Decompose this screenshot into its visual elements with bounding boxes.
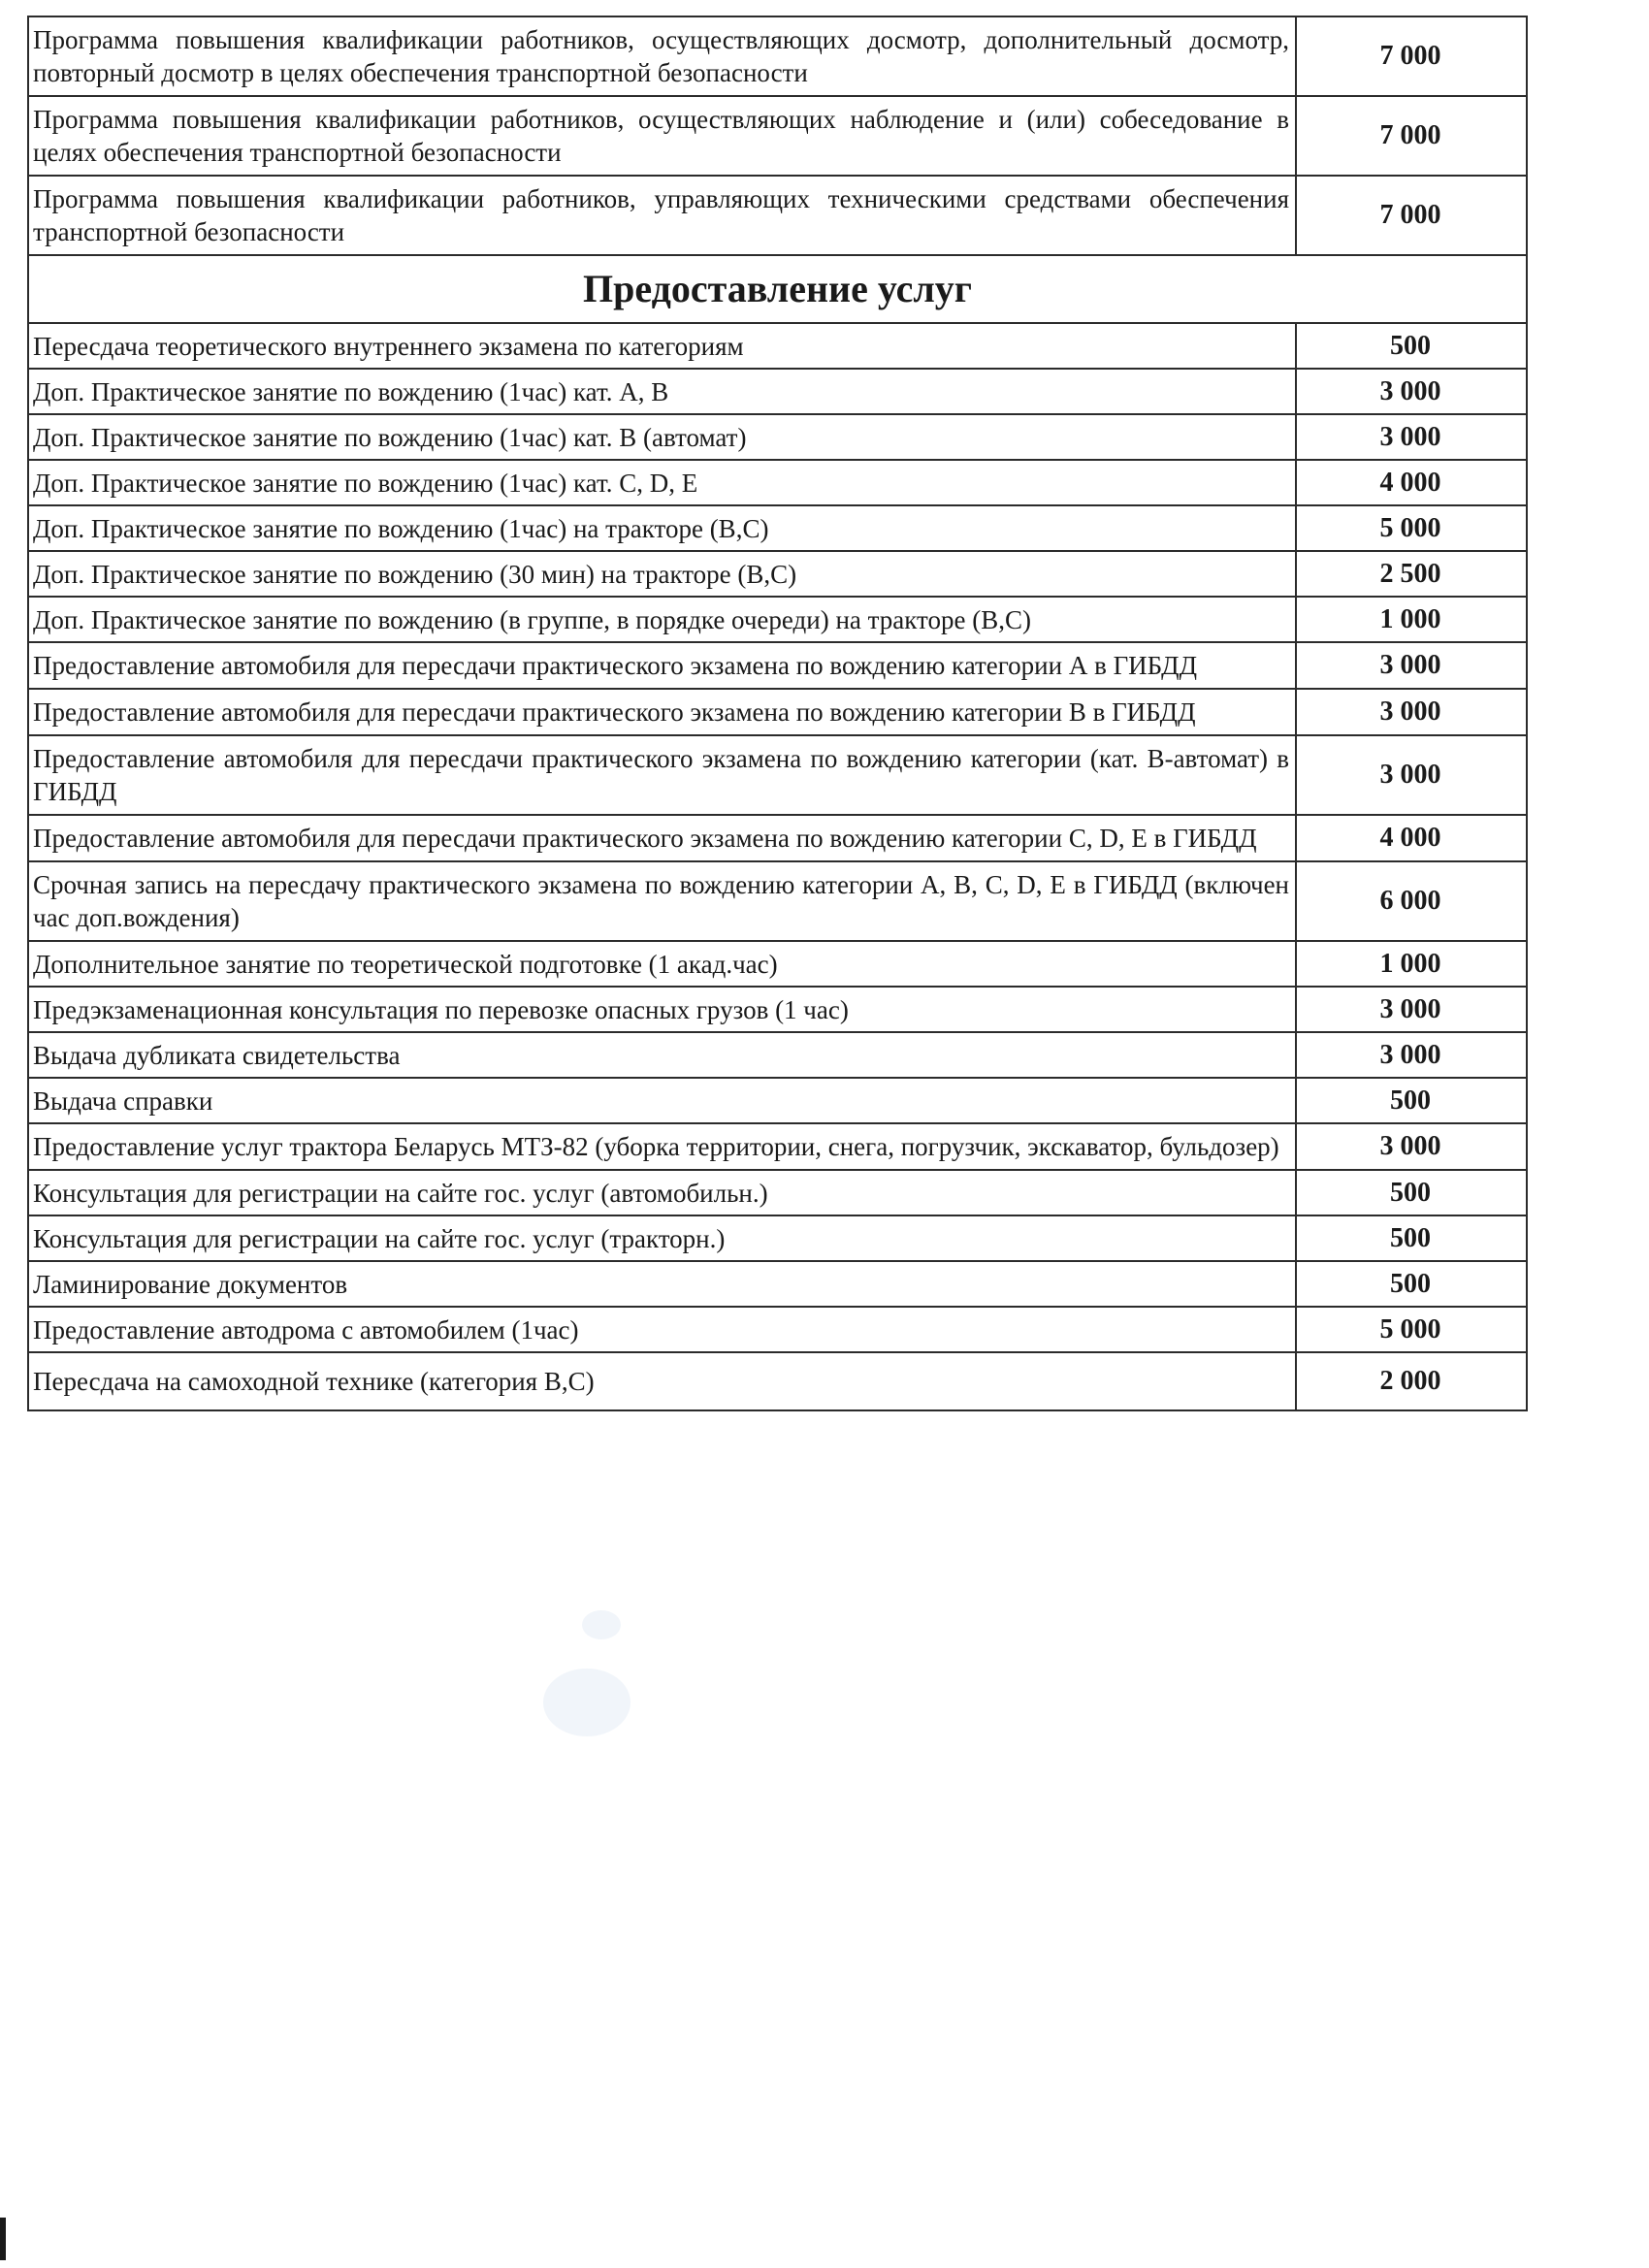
row-price: 5 000	[1296, 505, 1527, 551]
row-price: 1 000	[1296, 597, 1527, 642]
table-row	[28, 1215, 1527, 1261]
row-price: 500	[1296, 1170, 1527, 1215]
row-description: Предоставление автомобиля для пересдачи практического экзамена по вождению категории А в ГИБДД	[28, 642, 1296, 689]
row-description: Предоставление автомобиля для пересдачи практического экзамена по вождению категории С, D, Е в ГИБДД	[28, 815, 1296, 861]
table-row	[28, 861, 1527, 941]
section-title: Предоставление услуг	[28, 255, 1527, 323]
row-price: 2 500	[1296, 551, 1527, 597]
scan-edge-mark	[0, 2218, 6, 2260]
row-price: 7 000	[1296, 176, 1527, 255]
table-row	[28, 1170, 1527, 1215]
row-description: Дополнительное занятие по теоретической подготовке (1 акад.час)	[28, 941, 1296, 987]
row-description: Консультация для регистрации на сайте гос. услуг (тракторн.)	[28, 1215, 1296, 1261]
price-list-sheet	[27, 16, 1526, 1411]
table-row	[28, 1078, 1527, 1123]
row-description: Предоставление автомобиля для пересдачи практического экзамена по вождению категории (кат. В-автомат) в ГИБДД	[28, 735, 1296, 815]
row-description: Доп. Практическое занятие по вождению (30 мин) на тракторе (В,С)	[28, 551, 1296, 597]
table-row	[28, 551, 1527, 597]
table-row	[28, 369, 1527, 414]
row-description: Выдача дубликата свидетельства	[28, 1032, 1296, 1078]
row-description: Доп. Практическое занятие по вождению (1час) кат. А, В	[28, 369, 1296, 414]
row-price: 3 000	[1296, 642, 1527, 689]
table-row	[28, 987, 1527, 1032]
row-description: Доп. Практическое занятие по вождению (в группе, в порядке очереди) на тракторе (В,С)	[28, 597, 1296, 642]
row-price: 6 000	[1296, 861, 1527, 941]
table-row	[28, 597, 1527, 642]
scan-smudge	[582, 1610, 621, 1639]
table-row	[28, 323, 1527, 369]
row-description: Срочная запись на пересдачу практического экзамена по вождению категории А, В, С, D, Е в ГИБДД (включен час доп.вождения)	[28, 861, 1296, 941]
row-description: Доп. Практическое занятие по вождению (1час) на тракторе (В,С)	[28, 505, 1296, 551]
row-description: Программа повышения квалификации работников, осуществляющих досмотр, дополнительный досмотр, повторный досмотр в целях обеспечения транспортной безопасности	[28, 16, 1296, 96]
table-row	[28, 1352, 1527, 1410]
table-row	[28, 96, 1527, 176]
row-price: 500	[1296, 1215, 1527, 1261]
row-price: 500	[1296, 1078, 1527, 1123]
row-price: 3 000	[1296, 735, 1527, 815]
table-row	[28, 735, 1527, 815]
table-row	[28, 1032, 1527, 1078]
row-price: 4 000	[1296, 815, 1527, 861]
row-description: Ламинирование документов	[28, 1261, 1296, 1307]
row-description: Предоставление автодрома с автомобилем (1час)	[28, 1307, 1296, 1352]
row-price: 3 000	[1296, 369, 1527, 414]
table-row	[28, 176, 1527, 255]
table-row	[28, 1123, 1527, 1170]
row-description: Доп. Практическое занятие по вождению (1час) кат. С, D, Е	[28, 460, 1296, 505]
row-price: 7 000	[1296, 96, 1527, 176]
row-description: Выдача справки	[28, 1078, 1296, 1123]
table-row	[28, 815, 1527, 861]
table-row	[28, 1261, 1527, 1307]
row-description: Программа повышения квалификации работников, управляющих техническими средствами обеспечения транспортной безопасности	[28, 176, 1296, 255]
row-price: 3 000	[1296, 1123, 1527, 1170]
table-row	[28, 414, 1527, 460]
table-row	[28, 689, 1527, 735]
row-description: Пересдача теоретического внутреннего экзамена по категориям	[28, 323, 1296, 369]
row-price: 3 000	[1296, 689, 1527, 735]
row-price: 2 000	[1296, 1352, 1527, 1410]
row-price: 500	[1296, 323, 1527, 369]
table-row	[28, 460, 1527, 505]
table-row	[28, 16, 1527, 96]
row-description: Предоставление автомобиля для пересдачи практического экзамена по вождению категории В в ГИБДД	[28, 689, 1296, 735]
table-row	[28, 642, 1527, 689]
price-table-body	[28, 16, 1527, 1410]
row-description: Предоставление услуг трактора Беларусь МТЗ-82 (уборка территории, снега, погрузчик, экскаватор, бульдозер)	[28, 1123, 1296, 1170]
row-price: 500	[1296, 1261, 1527, 1307]
row-price: 1 000	[1296, 941, 1527, 987]
row-description: Пересдача на самоходной технике (категория В,С)	[28, 1352, 1296, 1410]
table-row	[28, 1307, 1527, 1352]
scan-smudge	[543, 1669, 630, 1736]
row-description: Доп. Практическое занятие по вождению (1час) кат. В (автомат)	[28, 414, 1296, 460]
row-price: 3 000	[1296, 414, 1527, 460]
table-row	[28, 505, 1527, 551]
price-table	[27, 16, 1528, 1411]
row-price: 5 000	[1296, 1307, 1527, 1352]
row-description: Программа повышения квалификации работников, осуществляющих наблюдение и (или) собеседование в целях обеспечения транспортной безопасности	[28, 96, 1296, 176]
row-price: 3 000	[1296, 987, 1527, 1032]
row-price: 3 000	[1296, 1032, 1527, 1078]
row-price: 4 000	[1296, 460, 1527, 505]
row-description: Предэкзаменационная консультация по перевозке опасных грузов (1 час)	[28, 987, 1296, 1032]
section-header-row	[28, 255, 1527, 323]
row-price: 7 000	[1296, 16, 1527, 96]
table-row	[28, 941, 1527, 987]
row-description: Консультация для регистрации на сайте гос. услуг (автомобильн.)	[28, 1170, 1296, 1215]
